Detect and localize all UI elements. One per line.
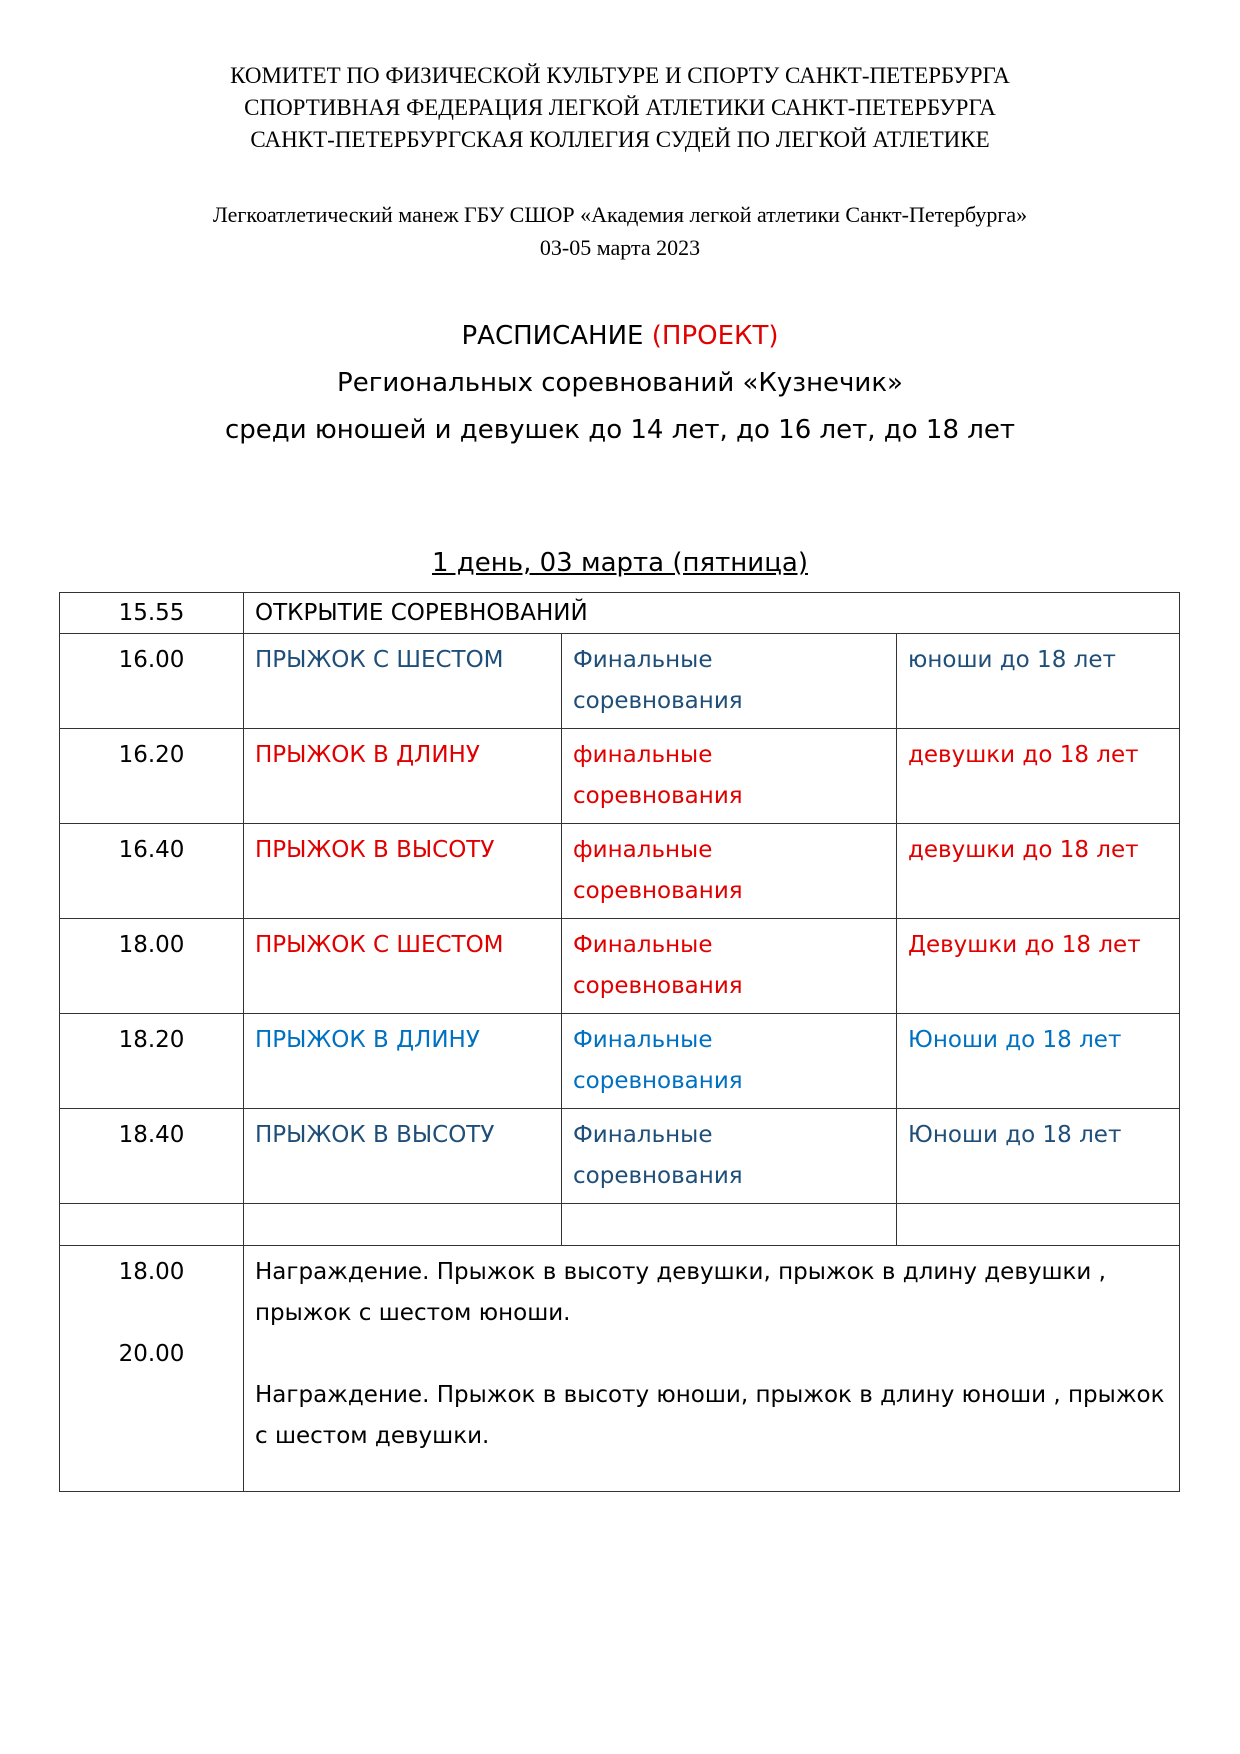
group-cell: Девушки до 18 лет xyxy=(897,919,1180,1014)
schedule-table xyxy=(59,592,1180,1492)
stage-cell: Финальные соревнования xyxy=(562,1014,897,1109)
table-row xyxy=(60,919,1180,1014)
table-row xyxy=(60,1014,1180,1109)
event-cell: ПРЫЖОК В ДЛИНУ xyxy=(244,729,562,824)
stage-cell: финальные соревнования xyxy=(562,824,897,919)
empty-cell xyxy=(897,1204,1180,1246)
dates: 03-05 марта 2023 xyxy=(539,235,701,260)
award-text: Награждение. Прыжок в высоту юноши, прыжок в длину юноши , прыжок с шестом девушки. xyxy=(255,1382,1165,1449)
subtitle-categories: среди юношей и девушек до 14 лет, до 16 лет, до 18 лет xyxy=(224,415,1016,445)
award-text: Награждение. Прыжок в высоту девушки, прыжок в длину девушки , прыжок с шестом юноши. xyxy=(255,1259,1106,1326)
group-cell: Юноши до 18 лет xyxy=(897,1014,1180,1109)
time-cell: 18.00 xyxy=(60,919,244,1014)
group-cell: девушки до 18 лет xyxy=(897,824,1180,919)
title-main: РАСПИСАНИЕ xyxy=(461,321,652,351)
empty-cell xyxy=(244,1204,562,1246)
empty-row xyxy=(60,1204,1180,1246)
event-cell: ПРЫЖОК В ВЫСОТУ xyxy=(244,1109,562,1204)
subtitle: Региональных соревнований «Кузнечик» xyxy=(337,368,903,398)
table-row xyxy=(60,1109,1180,1204)
table-row xyxy=(60,824,1180,919)
opening-cell: ОТКРЫТИЕ СОРЕВНОВАНИЙ xyxy=(244,593,1180,634)
event-cell: ПРЫЖОК В ВЫСОТУ xyxy=(244,824,562,919)
stage-cell: финальные соревнования xyxy=(562,729,897,824)
stage-cell: Финальные соревнования xyxy=(562,1109,897,1204)
table-row xyxy=(60,634,1180,729)
time-cell: 18.20 xyxy=(60,1014,244,1109)
table-row xyxy=(60,593,1180,634)
header-line: КОМИТЕТ ПО ФИЗИЧЕСКОЙ КУЛЬТУРЕ И СПОРТУ САНКТ-ПЕТЕРБУРГА xyxy=(230,63,1010,88)
time-cell: 15.55 xyxy=(60,593,244,634)
group-cell: юноши до 18 лет xyxy=(897,634,1180,729)
empty-cell xyxy=(562,1204,897,1246)
time-cell: 16.00 xyxy=(60,634,244,729)
awards-row xyxy=(60,1246,1180,1492)
time-cell: 18.40 xyxy=(60,1109,244,1204)
header-line: СПОРТИВНАЯ ФЕДЕРАЦИЯ ЛЕГКОЙ АТЛЕТИКИ САНКТ-ПЕТЕРБУРГА xyxy=(244,95,996,120)
header-line: САНКТ-ПЕТЕРБУРГСКАЯ КОЛЛЕГИЯ СУДЕЙ ПО ЛЕГКОЙ АТЛЕТИКЕ xyxy=(250,127,990,152)
event-cell: ПРЫЖОК С ШЕСТОМ xyxy=(244,634,562,729)
group-cell: девушки до 18 лет xyxy=(897,729,1180,824)
event-cell: ПРЫЖОК В ДЛИНУ xyxy=(244,1014,562,1109)
group-cell: Юноши до 18 лет xyxy=(897,1109,1180,1204)
draft-label: (ПРОЕКТ) xyxy=(651,321,779,351)
table-row xyxy=(60,729,1180,824)
stage-cell: Финальные соревнования xyxy=(562,919,897,1014)
day-heading: 1 день, 03 марта (пятница) xyxy=(432,548,808,578)
time-cell: 16.40 xyxy=(60,824,244,919)
award-time: 18.00 xyxy=(118,1259,185,1285)
time-cell: 16.20 xyxy=(60,729,244,824)
empty-cell xyxy=(60,1204,244,1246)
stage-cell: Финальные соревнования xyxy=(562,634,897,729)
event-cell: ПРЫЖОК С ШЕСТОМ xyxy=(244,919,562,1014)
organizer-header xyxy=(0,60,1240,156)
venue: Легкоатлетический манеж ГБУ СШОР «Академия легкой атлетики Санкт-Петербурга» xyxy=(212,202,1028,227)
page-title xyxy=(0,313,1240,360)
award-time: 20.00 xyxy=(118,1341,185,1367)
